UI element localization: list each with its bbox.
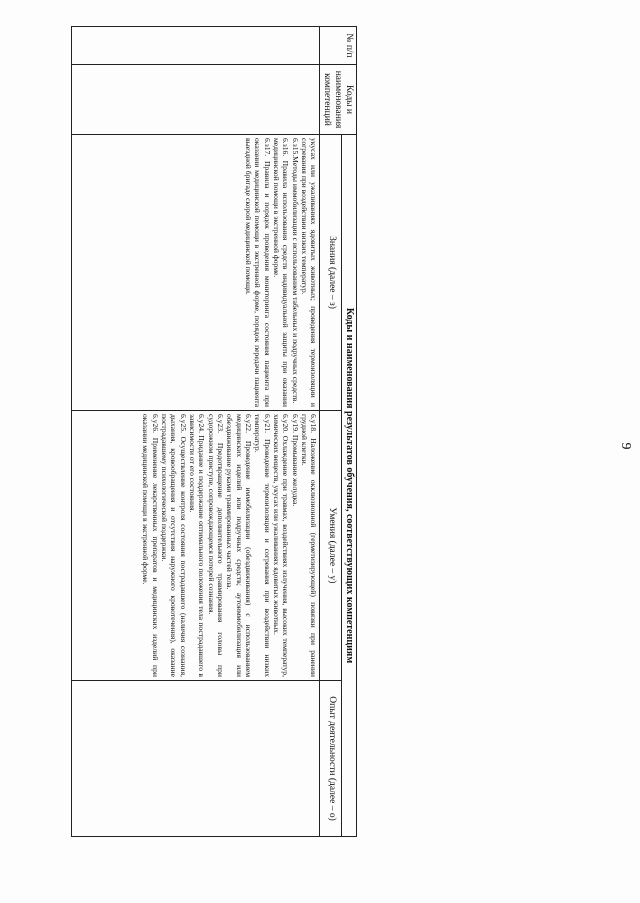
- cell-codes: [72, 65, 320, 135]
- knowledge-item: 6.з15.Методы иммобилизации с использованием табельных и подручных средств.: [290, 138, 300, 404]
- cell-knowledge: [72, 135, 320, 411]
- header-main: Коды и наименования результатов обучения, соответствующих компетенциям: [342, 135, 357, 837]
- header-knowledge: Знания (далее – з): [320, 135, 342, 411]
- table-row: [72, 27, 320, 837]
- header-experience: Опыт деятельности (далее – о): [320, 681, 342, 837]
- skill-item: 6.у23. Предотвращение дополнительного травмирования головы при судорожном приступе, сопровождающемся потерей сознания.: [206, 414, 225, 677]
- header-skills: Умения (далее – у): [320, 411, 342, 681]
- cell-number: [72, 27, 320, 65]
- competency-table: [71, 26, 357, 837]
- skill-item: 6.у21. Проведение термоизоляции и согревания при воздействии низких температур.: [253, 414, 272, 677]
- skill-item: 6.у20. Охлаждение при травмах, воздействиях излучения, высоких температур, химических веществ, укусах или ужаливаниях ядовитых животных.: [271, 414, 291, 677]
- knowledge-item: укусах или ужаливаниях ядовитых животных; проведения термоизоляции и согревания при воздействии низких температур.: [299, 138, 319, 407]
- cell-skills: [72, 411, 320, 681]
- knowledge-item: 6.з17. Правила и порядок проведения мониторинга состояния пациента при оказании медицинской помощи в экстренной форме, порядок передачи пациента выездной бригаде скорой медицинской помощи.: [243, 138, 272, 407]
- cell-experience: [72, 681, 320, 837]
- header-number: № п/п: [320, 27, 357, 65]
- skill-item: 6.у19. Промывание желудка.: [290, 414, 300, 507]
- skill-item: 6.у25. Осуществление контроля состояния пострадавшего (наличия сознания, дыхания, кровообращения и отсутствия наружного кровотечения), оказание пострадавшему психологической поддержки.: [159, 414, 188, 677]
- skill-item: 6.у26. Применение лекарственных препаратов и медицинских изделий при оказании медицинской помощи в экстренной форме.: [141, 414, 160, 677]
- header-codes: Коды и наименования компетенций: [320, 65, 357, 135]
- knowledge-item: 6.з16. Правила использования средств индивидуальной защиты при оказании медицинской помощи в экстренной форме.: [271, 138, 291, 407]
- page-number: 9: [618, 442, 633, 450]
- skill-item: 6.у18. Наложение окклюзионной (герметизирующей) повязки при ранении грудной клетки.: [299, 414, 319, 677]
- rotated-table-container: [71, 26, 357, 836]
- skill-item: 6.у24. Придание и поддержание оптимального положения тела пострадавшего в зависимости от его состояния.: [187, 414, 207, 677]
- skill-item: 6.у22. Проведение иммобилизации (обездвиживания) с использованием медицинских изделий или подручных средств; аутоиммобилизация или обездвиживание руками травмированных частей тела.: [225, 414, 253, 677]
